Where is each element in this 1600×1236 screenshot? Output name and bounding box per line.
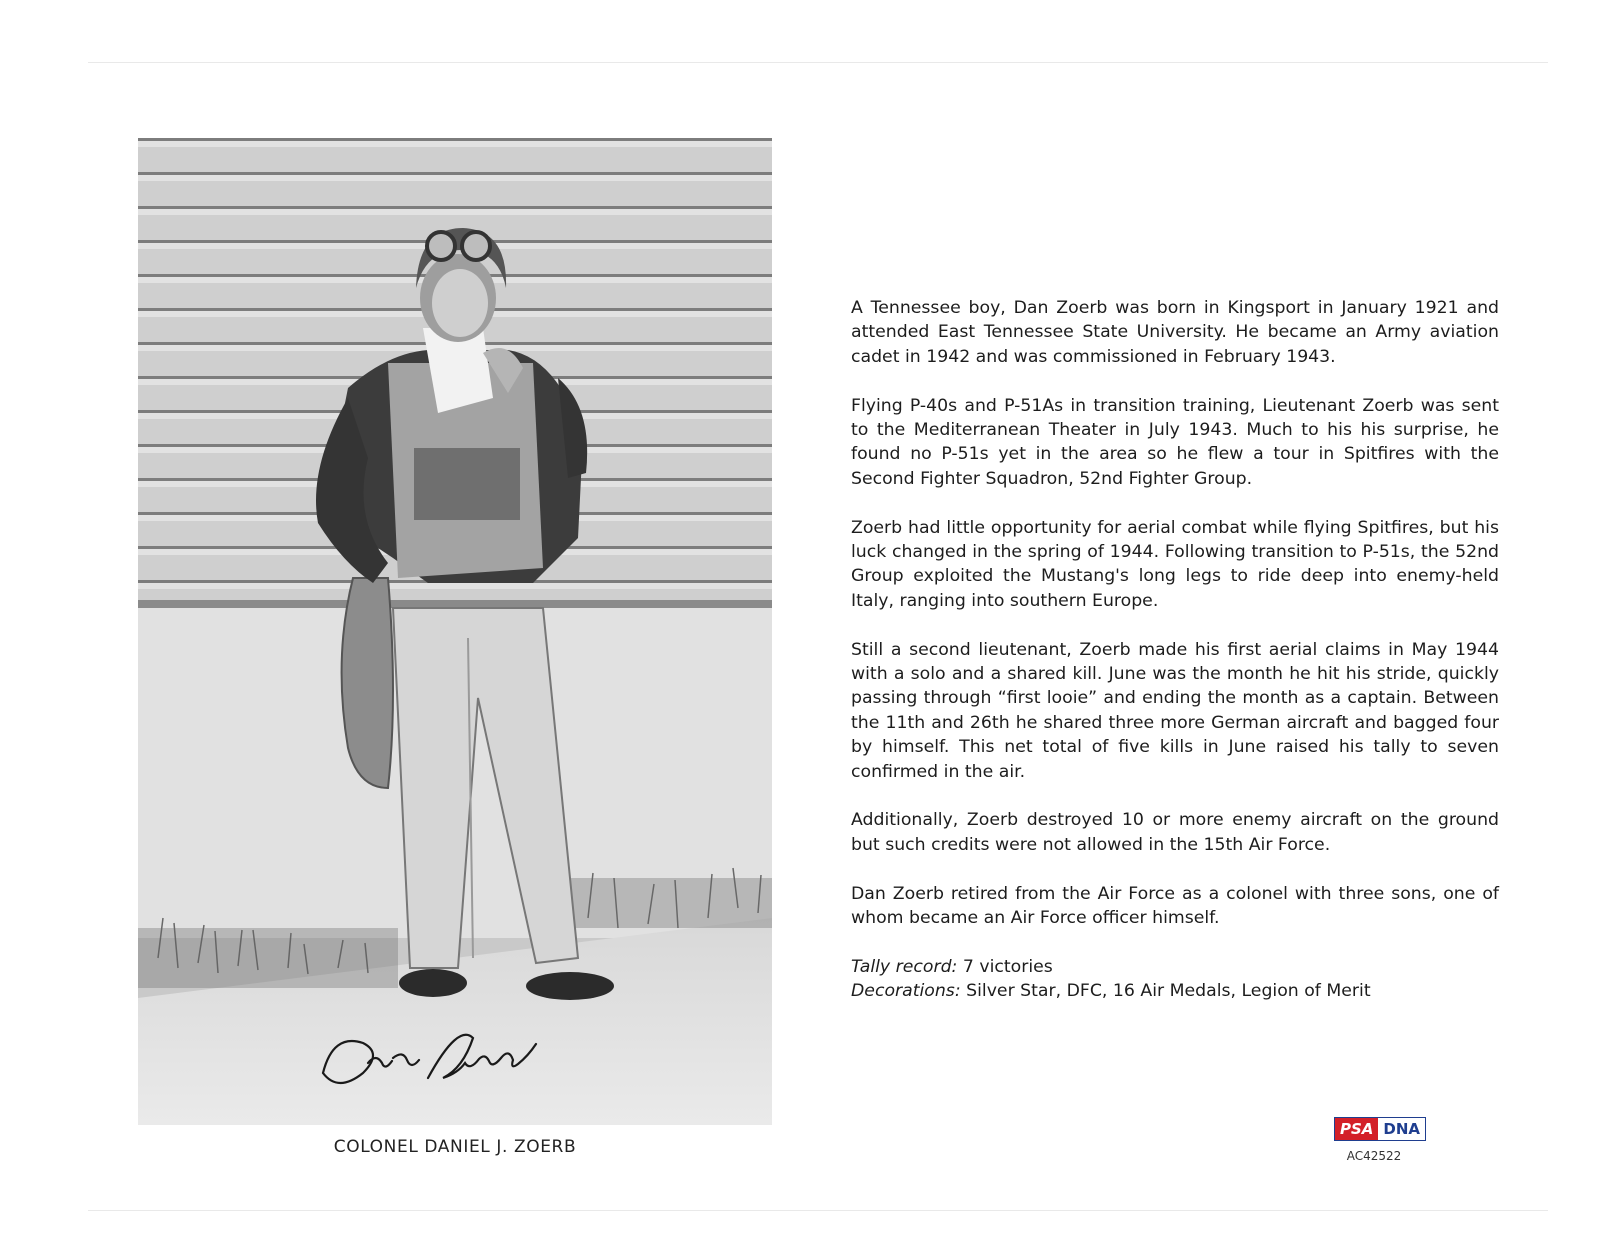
- bio-paragraph: Flying P-40s and P-51As in transition training, Lieutenant Zoerb was sent to the Mediterranean Theater in July 1943. Much to his his surprise, he found no P-51s yet in the area so he flew a tour in Spitfires with the Second Fighter Squadron, 52nd Fighter Group.: [851, 395, 1499, 489]
- bio-paragraph: Additionally, Zoerb destroyed 10 or more enemy aircraft on the ground but such credits were not allowed in the 15th Air Force.: [851, 810, 1499, 855]
- photo-caption: COLONEL DANIEL J. ZOERB: [333, 1137, 577, 1157]
- decorations-value: Silver Star, DFC, 16 Air Medals, Legion of Merit: [960, 981, 1371, 1002]
- bio-paragraph: Zoerb had little opportunity for aerial combat while flying Spitfires, but his luck changed in the spring of 1944. Following transition to P-51s, the 52nd Group exploited the Mustang's long legs to ride deep into enemy-held Italy, ranging into southern Europe.: [851, 517, 1499, 611]
- bio-paragraph: A Tennessee boy, Dan Zoerb was born in Kingsport in January 1921 and attended East Tennessee State University. He became an Army aviation cadet in 1942 and was commissioned in February 1943.: [851, 298, 1499, 367]
- decorations-label: Decorations:: [851, 981, 961, 1002]
- pilot-photo: [138, 138, 772, 1125]
- psa-dna-logo: [1334, 1117, 1426, 1141]
- service-record: [851, 955, 1499, 1004]
- bio-paragraph: Dan Zoerb retired from the Air Force as a colonel with three sons, one of whom became an Air Force officer himself.: [851, 883, 1499, 929]
- tally-value: 7 victories: [957, 956, 1053, 977]
- tally-record-line: [851, 955, 1499, 979]
- pilot-photo-illustration: [138, 138, 772, 1125]
- bio-paragraph: Still a second lieutenant, Zoerb made his first aerial claims in May 1944 with a solo and a shared kill. June was the month he hit his stride, quickly passing through “first looie” and ending the month as a captain. Between the 11th and 26th he shared three more German aircraft and bagged four by himself. This net total of five kills in June raised his tally to seven confirmed in the air.: [851, 639, 1499, 782]
- tally-label: Tally record:: [851, 956, 958, 977]
- bottom-divider: [88, 1210, 1548, 1211]
- decorations-line: [851, 979, 1499, 1003]
- top-divider: [88, 62, 1548, 63]
- psa-logo-text: PSA: [1335, 1118, 1378, 1140]
- certificate-number: AC42522: [1346, 1149, 1402, 1163]
- dna-logo-text: DNA: [1378, 1118, 1425, 1140]
- biography-text: [851, 296, 1499, 1004]
